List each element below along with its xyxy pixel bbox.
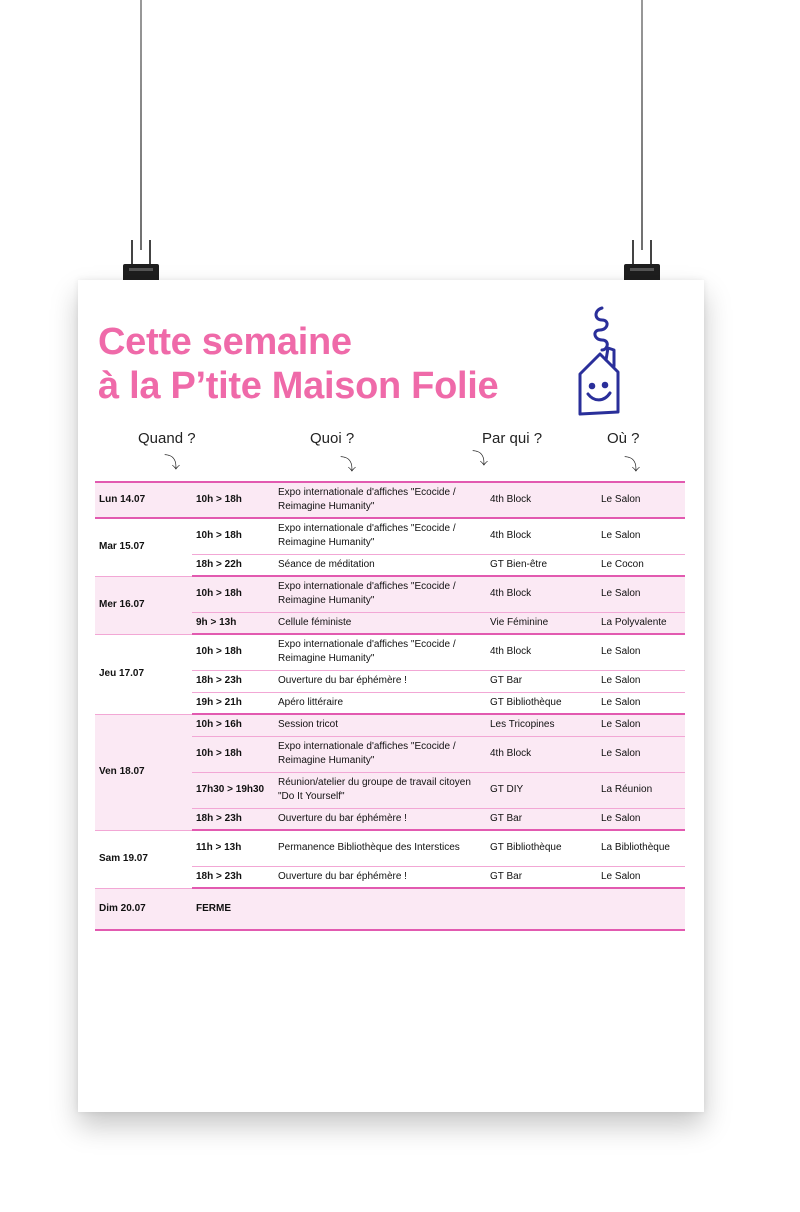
event-location: Le Salon xyxy=(597,808,685,830)
event-time: 17h30 > 19h30 xyxy=(192,772,274,808)
event-title: Réunion/atelier du groupe de travail citoyen "Do It Yourself" xyxy=(274,772,486,808)
day-group xyxy=(95,714,685,830)
header-what: Quoi ? xyxy=(310,430,355,447)
day-label: Lun 14.07 xyxy=(95,482,192,518)
event-organizer: 4th Block xyxy=(486,518,597,554)
day-group xyxy=(95,518,685,576)
event-organizer: GT Bar xyxy=(486,670,597,692)
event-location: La Polyvalente xyxy=(597,612,685,634)
event-time: 19h > 21h xyxy=(192,692,274,714)
header-by: Par qui ? xyxy=(482,430,543,447)
event-organizer: 4th Block xyxy=(486,482,597,518)
event-title: Expo internationale d'affiches "Ecocide / Reimagine Humanity" xyxy=(274,482,486,518)
table-row xyxy=(95,714,685,736)
title-line-2: à la P’tite Maison Folie xyxy=(98,365,499,407)
event-organizer: GT DIY xyxy=(486,772,597,808)
event-time: 18h > 23h xyxy=(192,808,274,830)
hanging-wire-right xyxy=(641,0,643,250)
event-location: Le Salon xyxy=(597,866,685,888)
header-when: Quand ? xyxy=(138,430,196,447)
day-label: Dim 20.07 xyxy=(95,888,192,930)
event-time: 10h > 18h xyxy=(192,482,274,518)
event-organizer: GT Bar xyxy=(486,866,597,888)
event-organizer: 4th Block xyxy=(486,736,597,772)
event-time: 11h > 13h xyxy=(192,830,274,866)
event-title: Ouverture du bar éphémère ! xyxy=(274,808,486,830)
day-label: Mer 16.07 xyxy=(95,576,192,634)
event-location: Le Salon xyxy=(597,518,685,554)
event-title: Séance de méditation xyxy=(274,554,486,576)
table-row xyxy=(95,518,685,554)
event-title: Ouverture du bar éphémère ! xyxy=(274,866,486,888)
event-title: Session tricot xyxy=(274,714,486,736)
day-label: Sam 19.07 xyxy=(95,830,192,888)
title-line-1: Cette semaine xyxy=(98,321,352,363)
arrow-down-icon: ⤵ xyxy=(472,451,489,468)
event-organizer: GT Bibliothèque xyxy=(486,692,597,714)
house-logo-icon xyxy=(572,302,632,422)
closed-label: FERME xyxy=(192,888,685,930)
table-row xyxy=(95,482,685,518)
event-location: Le Salon xyxy=(597,714,685,736)
day-label: Ven 18.07 xyxy=(95,714,192,830)
event-location: Le Salon xyxy=(597,576,685,612)
event-title: Permanence Bibliothèque des Interstices xyxy=(274,830,486,866)
event-title: Expo internationale d'affiches "Ecocide / Reimagine Humanity" xyxy=(274,634,486,670)
event-organizer: 4th Block xyxy=(486,576,597,612)
event-time: 9h > 13h xyxy=(192,612,274,634)
event-title: Expo internationale d'affiches "Ecocide / Reimagine Humanity" xyxy=(274,576,486,612)
event-organizer: 4th Block xyxy=(486,634,597,670)
event-location: Le Salon xyxy=(597,736,685,772)
arrow-down-icon: ⤵ xyxy=(624,457,641,474)
event-location: Le Salon xyxy=(597,634,685,670)
event-location: La Bibliothèque xyxy=(597,830,685,866)
header-where: Où ? xyxy=(607,430,640,447)
event-organizer: Les Tricopines xyxy=(486,714,597,736)
day-group xyxy=(95,830,685,888)
event-title: Expo internationale d'affiches "Ecocide / Reimagine Humanity" xyxy=(274,736,486,772)
table-row xyxy=(95,830,685,866)
table-row xyxy=(95,634,685,670)
event-organizer: GT Bien-être xyxy=(486,554,597,576)
event-location: Le Salon xyxy=(597,482,685,518)
event-title: Expo internationale d'affiches "Ecocide / Reimagine Humanity" xyxy=(274,518,486,554)
event-title: Apéro littéraire xyxy=(274,692,486,714)
table-row xyxy=(95,888,685,930)
event-organizer: Vie Féminine xyxy=(486,612,597,634)
arrow-down-icon: ⤵ xyxy=(340,457,357,474)
table-row xyxy=(95,576,685,612)
event-location: La Réunion xyxy=(597,772,685,808)
poster xyxy=(78,280,704,1112)
event-organizer: GT Bibliothèque xyxy=(486,830,597,866)
event-time: 10h > 16h xyxy=(192,714,274,736)
event-location: Le Salon xyxy=(597,670,685,692)
event-organizer: GT Bar xyxy=(486,808,597,830)
day-label: Jeu 17.07 xyxy=(95,634,192,714)
arrow-down-icon: ⤵ xyxy=(164,455,181,472)
day-group xyxy=(95,888,685,930)
schedule-table xyxy=(95,481,685,931)
event-time: 10h > 18h xyxy=(192,518,274,554)
event-time: 18h > 23h xyxy=(192,866,274,888)
day-group xyxy=(95,576,685,634)
day-label: Mar 15.07 xyxy=(95,518,192,576)
event-time: 10h > 18h xyxy=(192,736,274,772)
event-time: 18h > 22h xyxy=(192,554,274,576)
event-time: 18h > 23h xyxy=(192,670,274,692)
event-time: 10h > 18h xyxy=(192,576,274,612)
day-group xyxy=(95,482,685,518)
event-location: Le Cocon xyxy=(597,554,685,576)
event-title: Ouverture du bar éphémère ! xyxy=(274,670,486,692)
event-title: Cellule féministe xyxy=(274,612,486,634)
event-location: Le Salon xyxy=(597,692,685,714)
hanging-wire-left xyxy=(140,0,142,250)
event-time: 10h > 18h xyxy=(192,634,274,670)
poster-title xyxy=(98,320,498,408)
day-group xyxy=(95,634,685,714)
